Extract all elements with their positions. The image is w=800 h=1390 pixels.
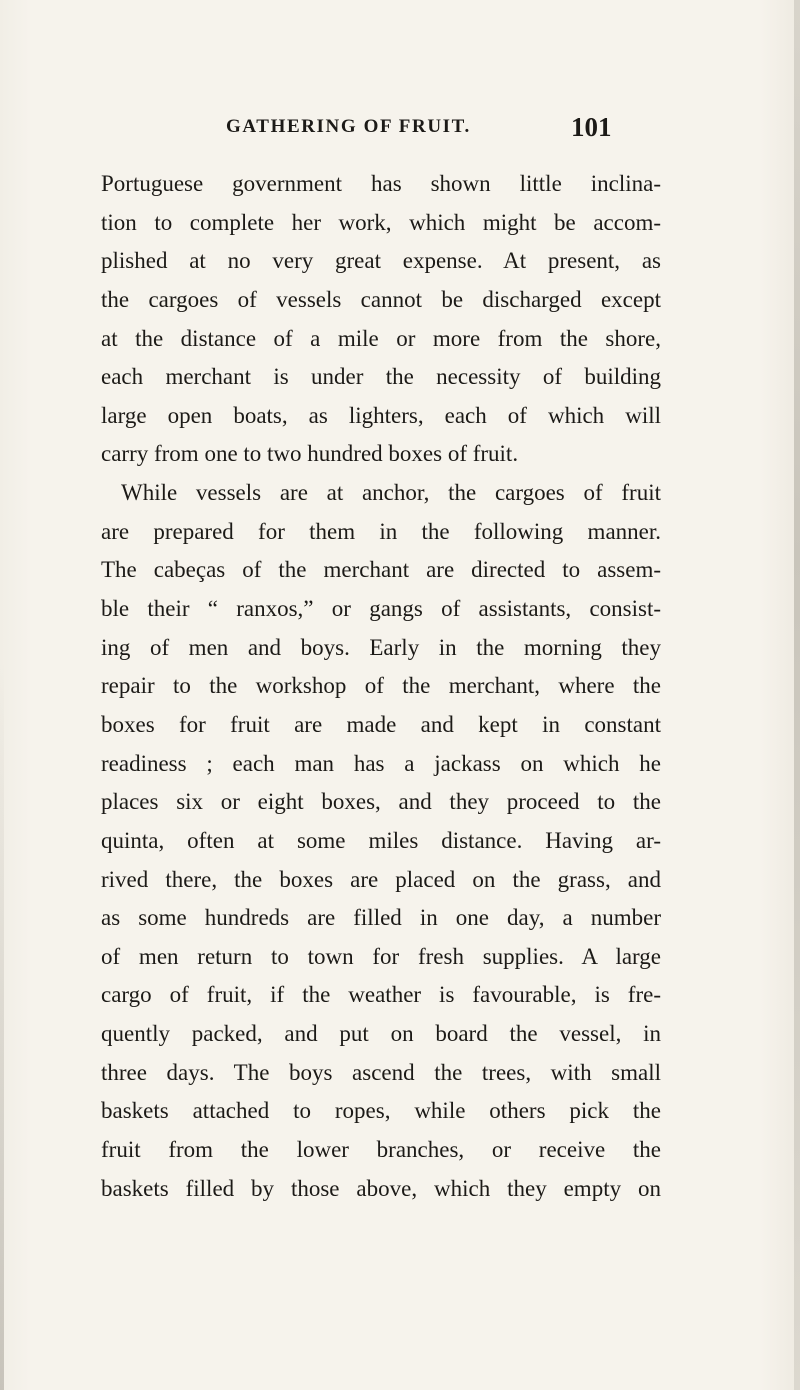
text-line: rived there, the boxes are placed on the grass, and bbox=[101, 866, 661, 892]
running-head: GATHERING OF FRUIT. bbox=[226, 116, 471, 137]
page-edge-shadow bbox=[794, 0, 800, 1390]
text-line: ble their “ ranxos,” or gangs of assistants, consist- bbox=[101, 596, 661, 622]
text-line: each merchant is under the necessity of building bbox=[101, 364, 661, 390]
text-line: Portuguese government has shown little inclina- bbox=[101, 171, 661, 196]
text-line: repair to the workshop of the merchant, where the bbox=[101, 673, 661, 699]
body-text bbox=[101, 165, 661, 1208]
text-line: baskets attached to ropes, while others pick the bbox=[101, 1098, 661, 1124]
text-line: at the distance of a mile or more from the shore, bbox=[101, 325, 661, 351]
text-line: carry from one to two hundred boxes of fruit. bbox=[101, 441, 519, 467]
text-line: places six or eight boxes, and they proceed to the bbox=[101, 789, 661, 815]
text-line: large open boats, as lighters, each of which will bbox=[101, 402, 661, 428]
page-number: 101 bbox=[571, 112, 612, 142]
text-line: as some hundreds are filled in one day, a number bbox=[101, 905, 661, 931]
text-line: ing of men and boys. Early in the morning they bbox=[101, 634, 661, 660]
text-line: The cabeças of the merchant are directed to assem- bbox=[101, 557, 661, 583]
binding-shadow bbox=[0, 660, 4, 1390]
text-line: of men return to town for fresh supplies. A large bbox=[101, 943, 661, 969]
text-line: readiness ; each man has a jackass on which he bbox=[101, 750, 661, 776]
text-line: boxes for fruit are made and kept in constant bbox=[101, 711, 661, 737]
text-line: tion to complete her work, which might be accom- bbox=[101, 209, 661, 235]
text-line: plished at no very great expense. At present, as bbox=[101, 248, 661, 274]
text-line: While vessels are at anchor, the cargoes of fruit bbox=[121, 480, 661, 506]
text-line: the cargoes of vessels cannot be discharged except bbox=[101, 286, 661, 312]
text-line: fruit from the lower branches, or receive the bbox=[101, 1137, 661, 1163]
text-line: three days. The boys ascend the trees, with small bbox=[101, 1059, 661, 1085]
page-header bbox=[0, 112, 800, 152]
text-line: are prepared for them in the following manner. bbox=[101, 518, 661, 544]
text-line: cargo of fruit, if the weather is favourable, is fre- bbox=[101, 982, 661, 1008]
text-line: quently packed, and put on board the vessel, in bbox=[101, 1021, 661, 1047]
text-line: baskets filled by those above, which they empty on bbox=[101, 1175, 661, 1201]
text-line: quinta, often at some miles distance. Having ar- bbox=[101, 827, 661, 853]
